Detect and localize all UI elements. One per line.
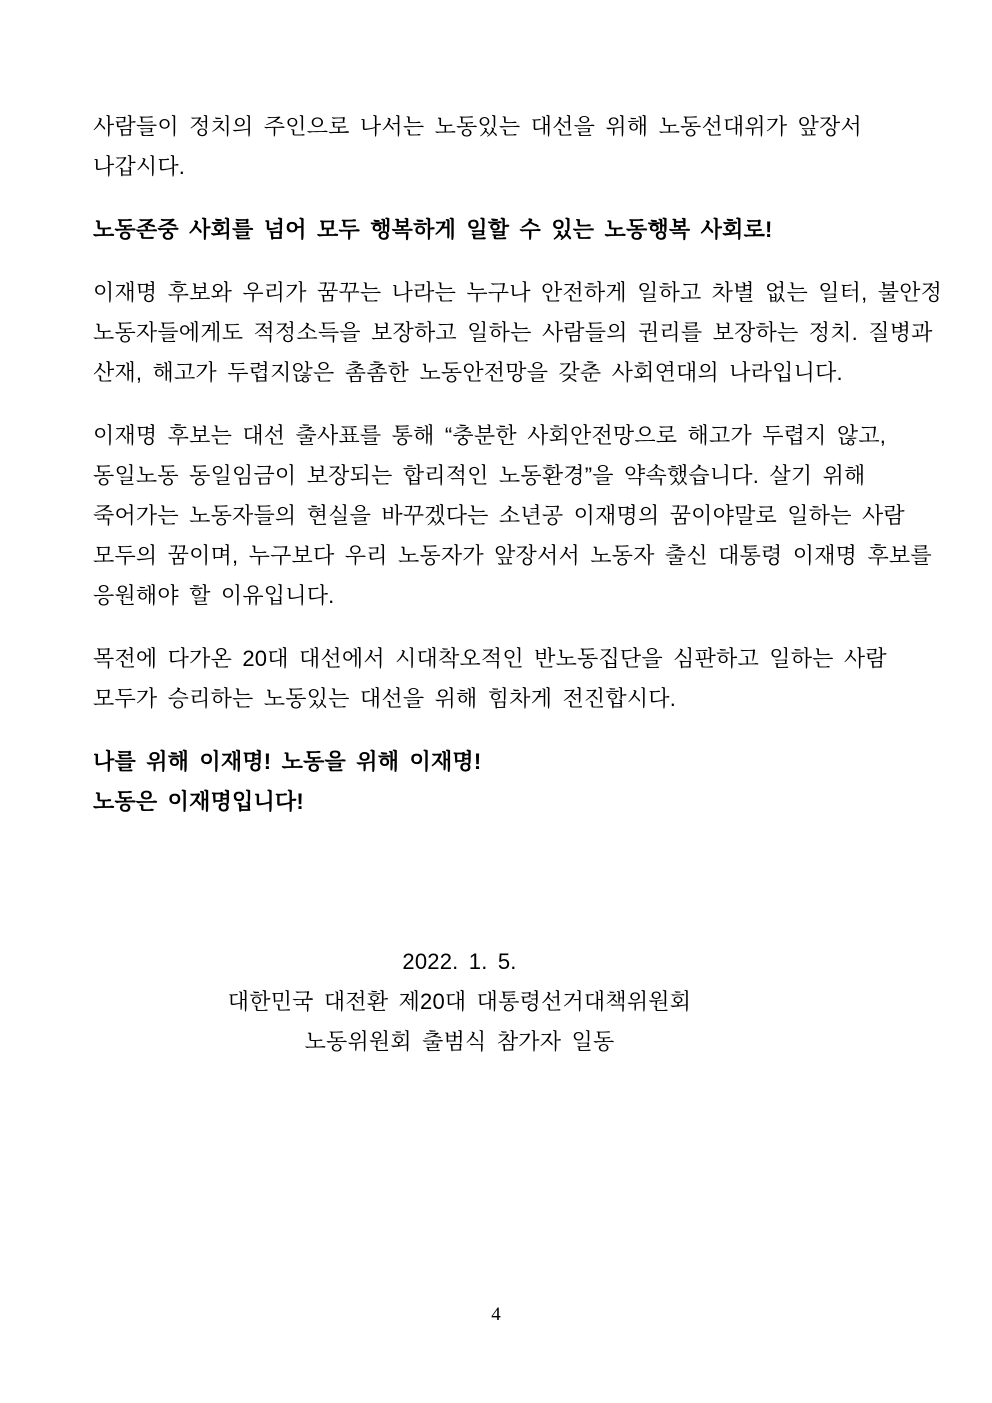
- text-line: 나갑시다.: [93, 154, 186, 179]
- text-line: 목전에 다가온 20대 대선에서 시대착오적인 반노동집단을 심판하고 일하는 사람: [93, 646, 887, 671]
- section-heading: [93, 210, 906, 250]
- slogan-block: [93, 742, 906, 822]
- slogan-line: 노동은 이재명입니다!: [93, 789, 304, 814]
- text-line: 모두가 승리하는 노동있는 대선을 위해 힘차게 전진합시다.: [93, 686, 677, 711]
- text-line: 동일노동 동일임금이 보장되는 합리적인 노동환경”을 약속했습니다. 살기 위해: [93, 463, 866, 488]
- text-line: 응원해야 할 이유입니다.: [93, 583, 335, 608]
- page-number: 4: [491, 1304, 501, 1325]
- paragraph-intro: [93, 107, 906, 187]
- text-line: 사람들이 정치의 주인으로 나서는 노동있는 대선을 위해 노동선대위가 앞장서: [93, 114, 862, 139]
- signature-organization: 대한민국 대전환 제20대 대통령선거대책위원회: [227, 989, 692, 1014]
- paragraph-pledge: [93, 416, 932, 616]
- text-line: 이재명 후보와 우리가 꿈꾸는 나라는 누구나 안전하게 일하고 차별 없는 일터, 불안정: [93, 280, 943, 305]
- heading-line: 노동존중 사회를 넘어 모두 행복하게 일할 수 있는 노동행복 사회로!: [93, 217, 773, 242]
- signature-signers: 노동위원회 출범식 참가자 일동: [304, 1029, 615, 1054]
- signature-date: 2022. 1. 5.: [402, 949, 517, 974]
- paragraph-call-to-action: [93, 639, 906, 719]
- text-line: 이재명 후보는 대선 출사표를 통해 “충분한 사회안전망으로 해고가 두렵지 않고,: [93, 423, 887, 448]
- text-line: 노동자들에게도 적정소득을 보장하고 일하는 사람들의 권리를 보장하는 정치. 질병과: [93, 320, 933, 345]
- text-line: 산재, 해고가 두렵지않은 촘촘한 노동안전망을 갖춘 사회연대의 나라입니다.: [93, 360, 843, 385]
- slogan-line: 나를 위해 이재명! 노동을 위해 이재명!: [93, 749, 482, 774]
- text-line: 모두의 꿈이며, 누구보다 우리 노동자가 앞장서서 노동자 출신 대통령 이재명 후보를: [93, 543, 932, 568]
- paragraph-vision: [93, 273, 943, 393]
- text-line: 죽어가는 노동자들의 현실을 바꾸겠다는 소년공 이재명의 꿈이야말로 일하는 사람: [93, 503, 905, 528]
- signature-block: [93, 942, 906, 1062]
